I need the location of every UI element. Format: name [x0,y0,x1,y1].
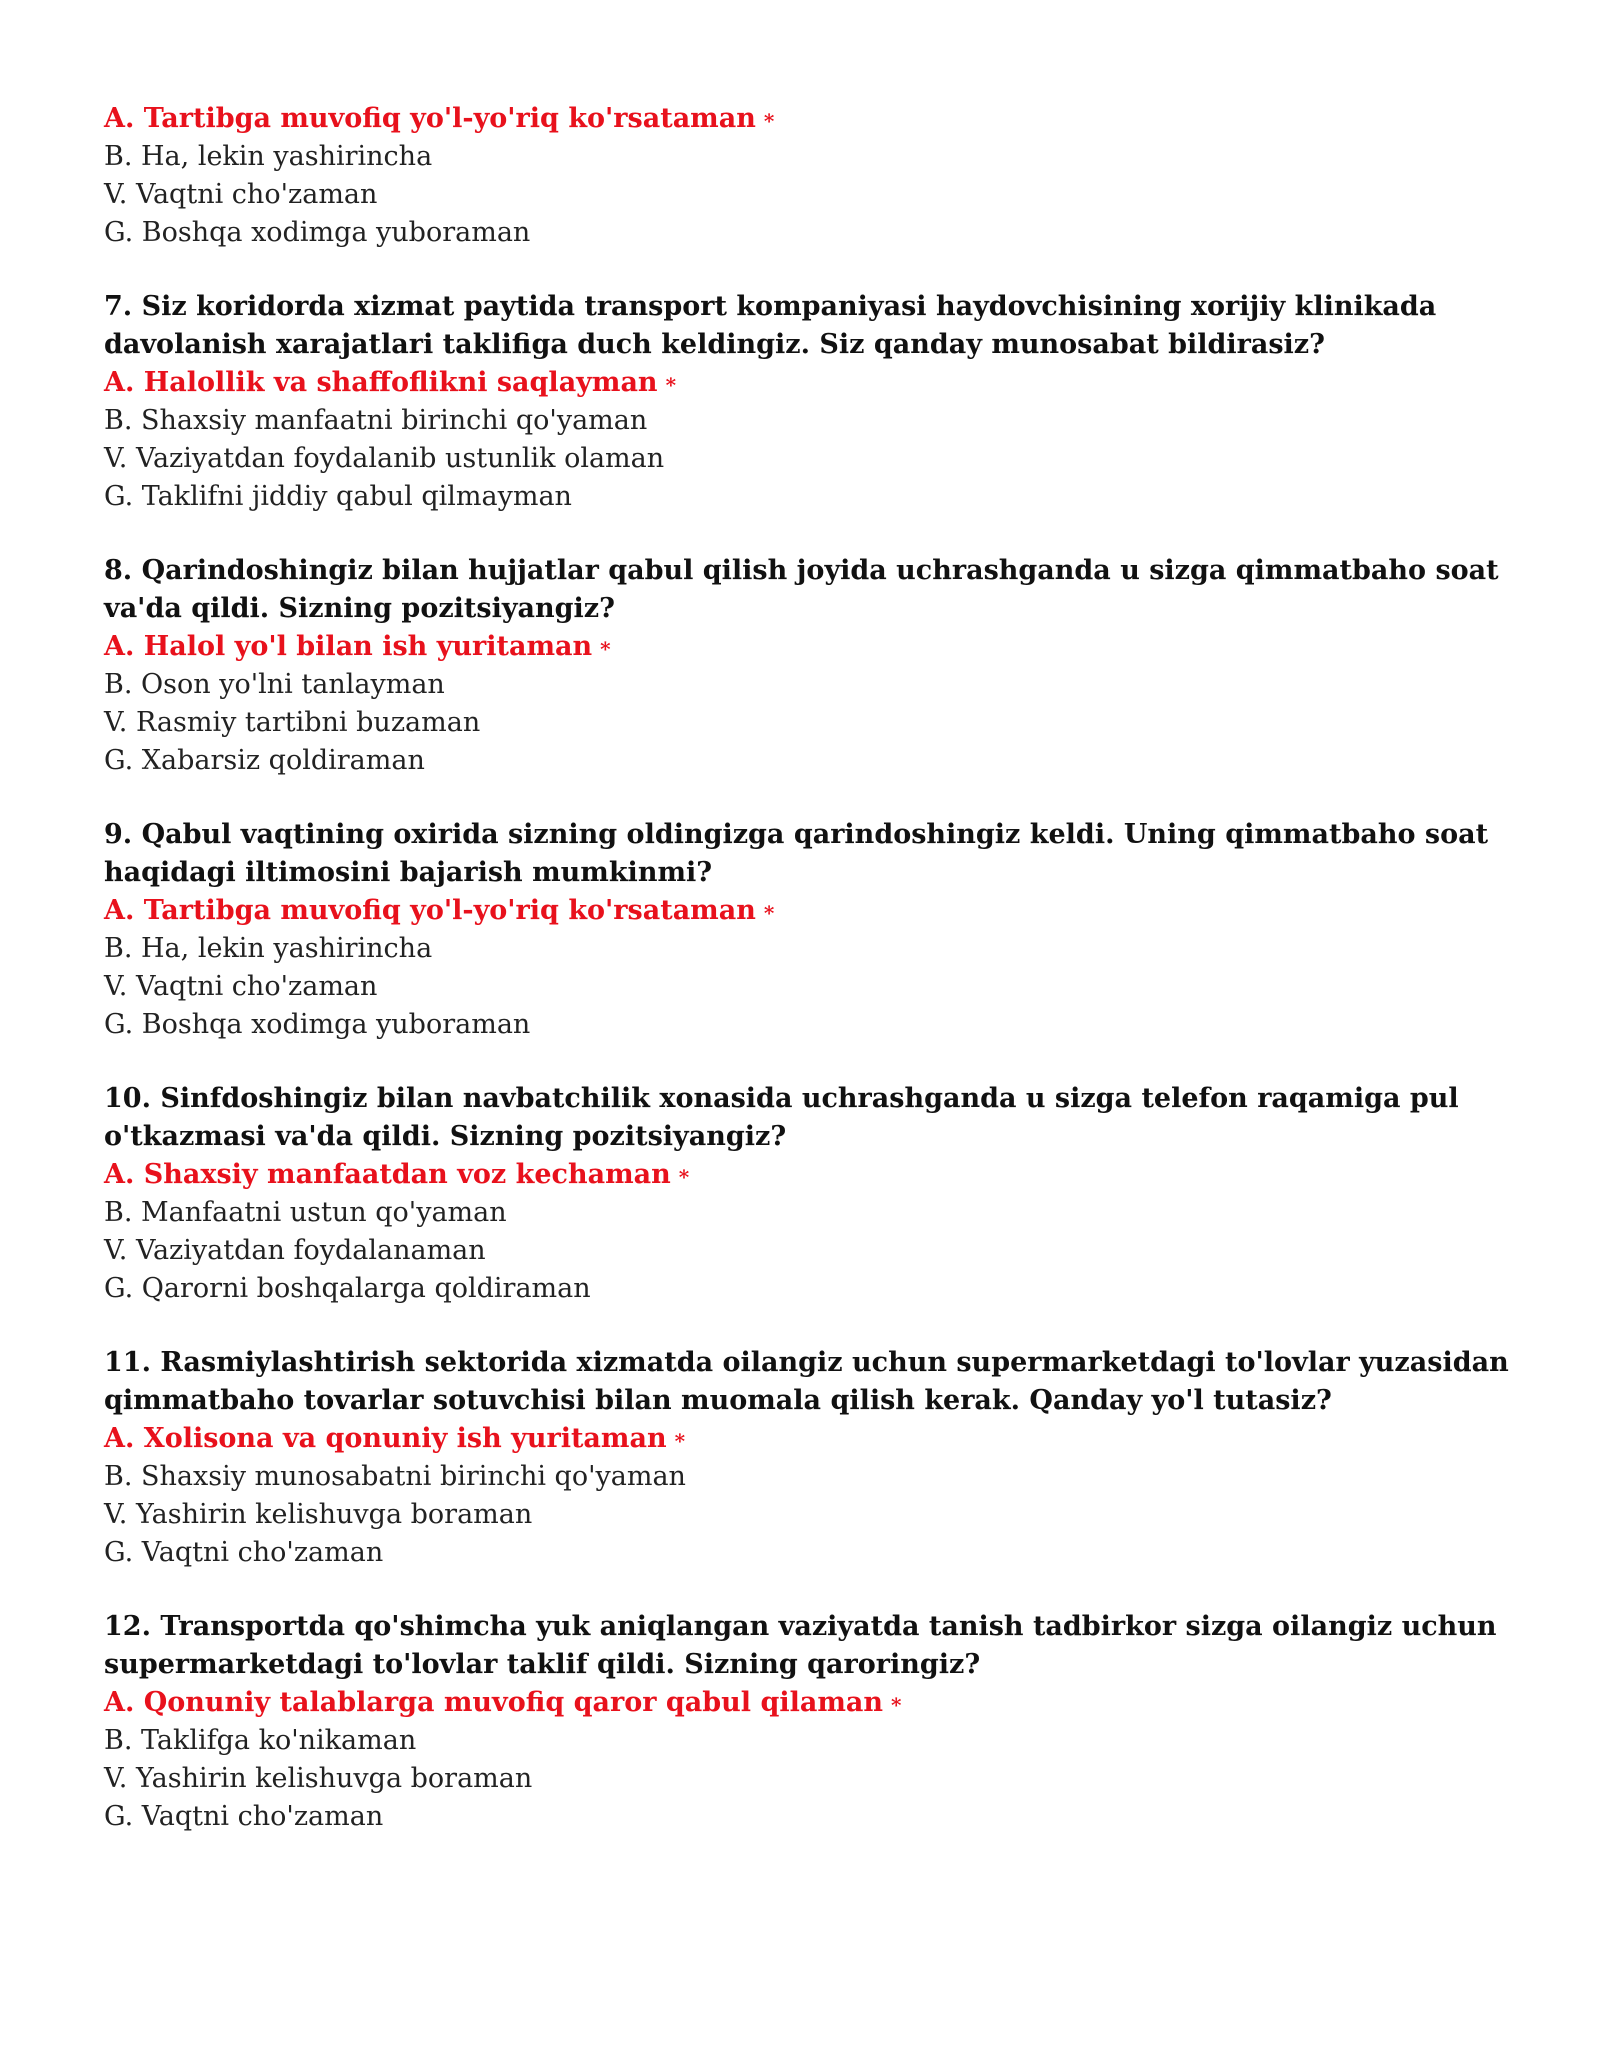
answer-option-b: B. Manfaatni ustun qo'yaman [104,1197,507,1228]
correct-answer: A. Halollik va shaffoflikni saqlayman * [104,367,677,398]
correct-marker: * [674,1429,686,1453]
correct-marker: * [763,109,775,133]
answer-option-v: V. Vaqtni cho'zaman [104,971,378,1002]
answer-option-g: G. Boshqa xodimga yuboraman [104,217,531,248]
correct-answer: A. Shaxsiy manfaatdan voz kechaman * [104,1159,690,1190]
correct-answer: A. Halol yo'l bilan ish yuritaman * [104,631,611,662]
answer-option-b: B. Ha, lekin yashirincha [104,933,433,964]
correct-answer: A. Qonuniy talablarga muvofiq qaror qabul qilaman * [104,1687,902,1718]
answer-option-b: B. Shaxsiy manfaatni birinchi qo'yaman [104,405,648,436]
correct-marker: * [665,373,677,397]
correct-answer: A. Tartibga muvofiq yo'l-yo'riq ko'rsataman * [104,103,775,134]
correct-answer: A. Xolisona va qonuniy ish yuritaman * [104,1423,686,1454]
correct-marker: * [763,901,775,925]
correct-marker: * [891,1693,902,1717]
answer-option-g: G. Vaqtni cho'zaman [104,1801,384,1832]
correct-marker: * [678,1165,690,1189]
question-block-11 [104,1344,1524,1572]
document-page [104,100,1524,1872]
answer-option-b: B. Shaxsiy munosabatni birinchi qo'yaman [104,1461,686,1492]
answer-option-g: G. Qarorni boshqalarga qoldiraman [104,1273,591,1304]
answer-option-v: V. Vaziyatdan foydalanib ustunlik olaman [104,443,665,474]
question-text: 9. Qabul vaqtining oxirida sizning oldingizga qarindoshingiz keldi. Uning qimmatbaho soat haqidagi iltimosini bajarish mumkinmi? [104,819,1489,888]
answer-option-g: G. Taklifni jiddiy qabul qilmayman [104,481,572,512]
question-text: 11. Rasmiylashtirish sektorida xizmatda oilangiz uchun supermarketdagi to'lovlar yuzasidan qimmatbaho tovarlar sotuvchisi bilan muomala qilish kerak. Qanday yo'l tutasiz? [104,1347,1509,1416]
question-block-9 [104,816,1524,1044]
question-block-6-continuation [104,100,1524,252]
answer-option-b: B. Ha, lekin yashirincha [104,141,433,172]
answer-option-v: V. Vaziyatdan foydalanaman [104,1235,486,1266]
answer-option-b: B. Taklifga ko'nikaman [104,1725,417,1756]
answer-option-v: V. Yashirin kelishuvga boraman [104,1499,533,1530]
question-block-10 [104,1080,1524,1308]
answer-option-v: V. Yashirin kelishuvga boraman [104,1763,533,1794]
question-block-7 [104,288,1524,516]
correct-answer: A. Tartibga muvofiq yo'l-yo'riq ko'rsataman * [104,895,775,926]
answer-option-g: G. Xabarsiz qoldiraman [104,745,425,776]
correct-marker: * [600,637,611,661]
question-text: 12. Transportda qo'shimcha yuk aniqlangan vaziyatda tanish tadbirkor sizga oilangiz uchun supermarketdagi to'lovlar taklif qildi. Sizning qaroringiz? [104,1611,1497,1680]
answer-option-v: V. Vaqtni cho'zaman [104,179,378,210]
question-text: 8. Qarindoshingiz bilan hujjatlar qabul qilish joyida uchrashganda u sizga qimmatbaho soat va'da qildi. Sizning pozitsiyangiz? [104,555,1499,624]
question-text: 7. Siz koridorda xizmat paytida transport kompaniyasi haydovchisining xorijiy klinikada davolanish xarajatlari taklifiga duch keldingiz. Siz qanday munosabat bildirasiz? [104,291,1437,360]
answer-option-g: G. Boshqa xodimga yuboraman [104,1009,531,1040]
question-text: 10. Sinfdoshingiz bilan navbatchilik xonasida uchrashganda u sizga telefon raqamiga pul o'tkazmasi va'da qildi. Sizning pozitsiyangiz? [104,1083,1459,1152]
answer-option-b: B. Oson yo'lni tanlayman [104,669,445,700]
answer-option-g: G. Vaqtni cho'zaman [104,1537,384,1568]
question-block-8 [104,552,1524,780]
answer-option-v: V. Rasmiy tartibni buzaman [104,707,481,738]
question-block-12 [104,1608,1524,1836]
